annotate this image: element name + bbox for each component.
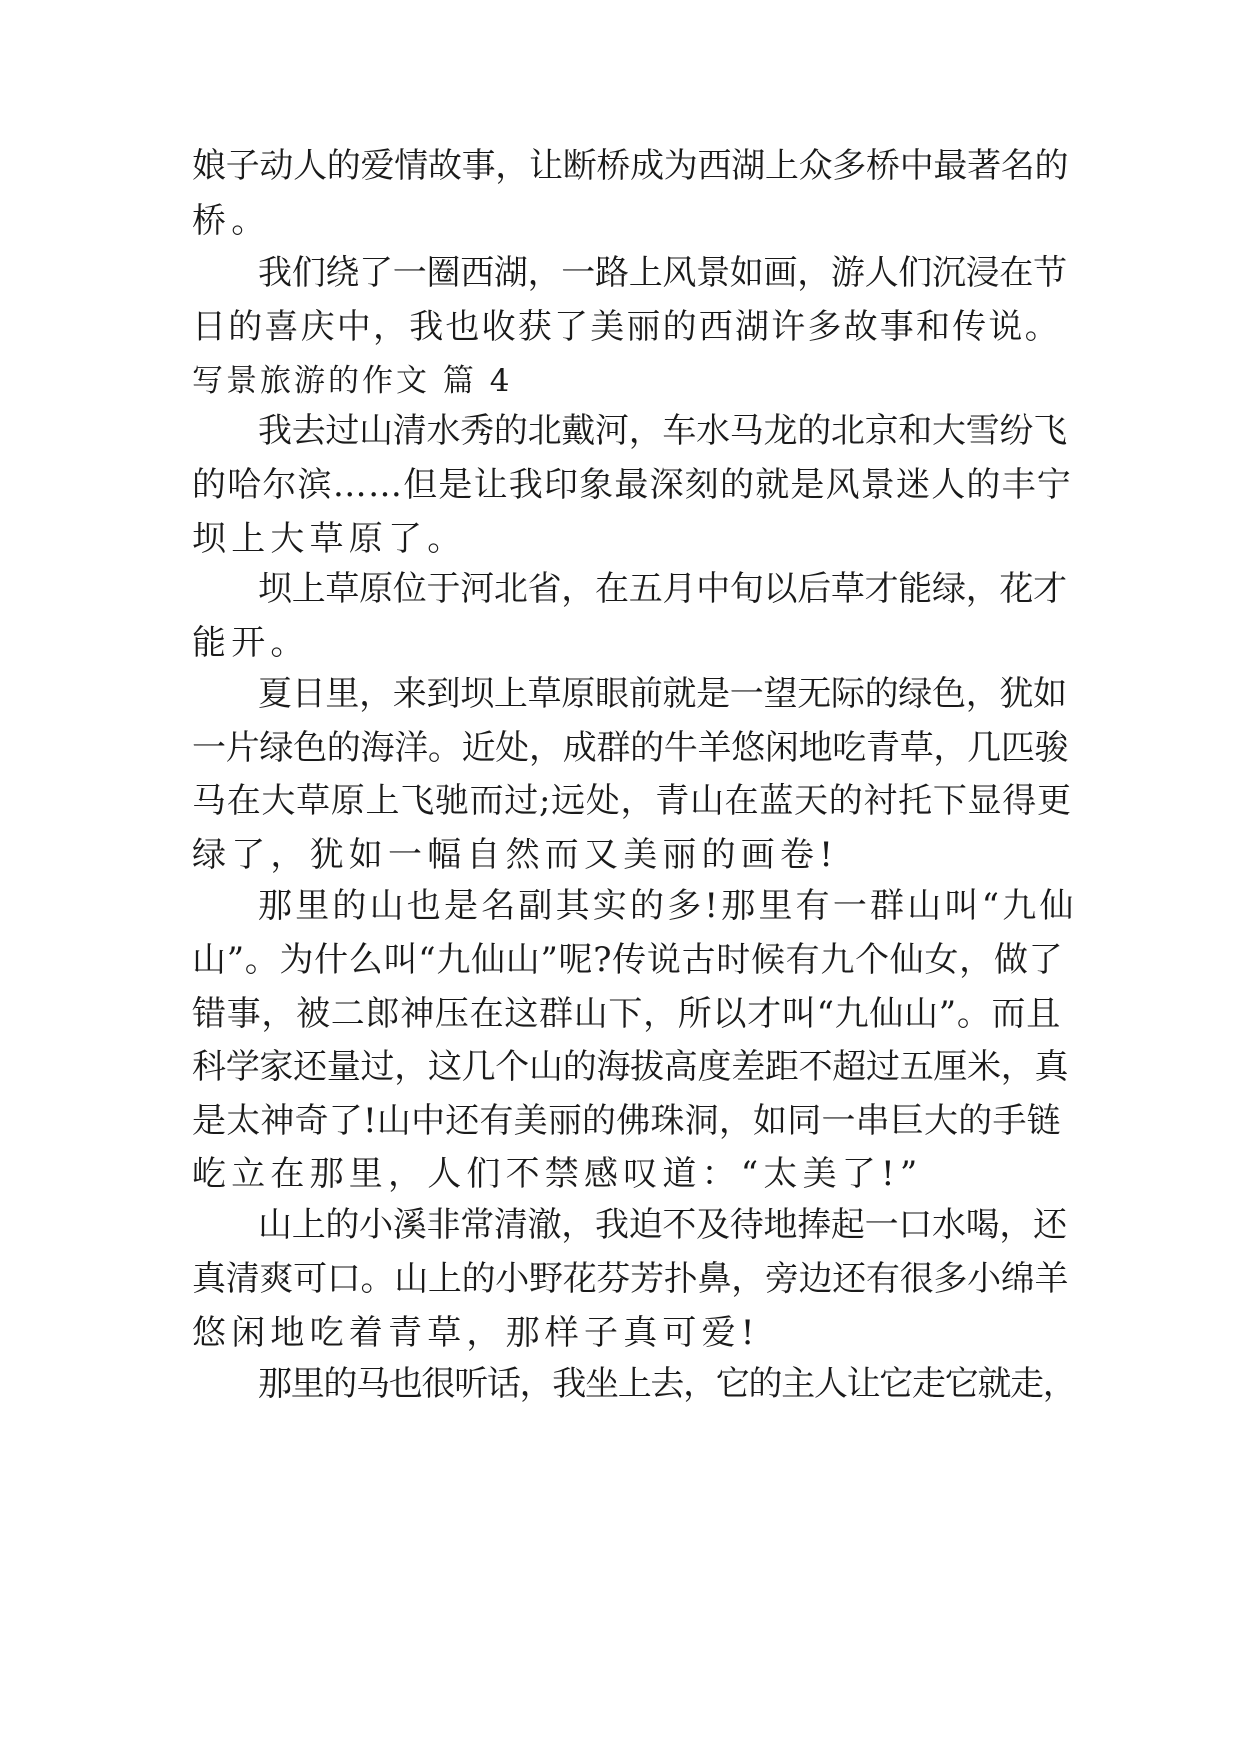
- text-line: 能开。: [192, 623, 310, 663]
- text-line: 桥。: [192, 201, 271, 241]
- paragraph-first-line: 我去过山清水秀的北戴河，车水马龙的北京和大雪纷飞: [258, 411, 1067, 451]
- section-heading: 写景旅游的作文 篇 4: [192, 363, 513, 399]
- text-line: 错事，被二郎神压在这群山下，所以才叫“九仙山”。而且: [192, 994, 1061, 1034]
- text-line: 的哈尔滨……但是让我印象最深刻的就是风景迷人的丰宁: [192, 465, 1072, 505]
- text-line: 真清爽可口。山上的小野花芬芳扑鼻，旁边还有很多小绵羊: [192, 1259, 1069, 1299]
- paragraph-first-line: 坝上草原位于河北省，在五月中旬以后草才能绿，花才: [258, 569, 1067, 609]
- text-line: 山”。为什么叫“九仙山”呢?传说古时候有九个仙女，做了: [192, 940, 1064, 980]
- text-line: 娘子动人的爱情故事，让断桥成为西湖上众多桥中最著名的: [192, 146, 1069, 186]
- text-line: 是太神奇了!山中还有美丽的佛珠洞，如同一串巨大的手链: [192, 1101, 1061, 1141]
- text-line: 绿了，犹如一幅自然而又美丽的画卷!: [192, 835, 839, 875]
- text-line: 悠闲地吃着青草，那样子真可爱!: [192, 1313, 760, 1353]
- paragraph-first-line: 那里的山也是名副其实的多!那里有一群山叫“九仙: [258, 886, 1077, 926]
- paragraph-first-line: 那里的马也很听话，我坐上去，它的主人让它走它就走，: [258, 1364, 1076, 1404]
- text-line: 一片绿色的海洋。近处，成群的牛羊悠闲地吃青草，几匹骏: [192, 728, 1069, 768]
- text-line: 屹立在那里，人们不禁感叹道：“太美了!”: [192, 1154, 923, 1194]
- text-line: 科学家还量过，这几个山的海拔高度差距不超过五厘米，真: [192, 1047, 1069, 1087]
- paragraph-first-line: 我们绕了一圈西湖，一路上风景如画，游人们沉浸在节: [258, 253, 1067, 293]
- text-line: 马在大草原上飞驰而过;远处，青山在蓝天的衬托下显得更: [192, 781, 1072, 821]
- text-line: 日的喜庆中，我也收获了美丽的西湖许多故事和传说。: [192, 307, 1061, 347]
- text-line: 坝上大草原了。: [192, 519, 467, 559]
- paragraph-first-line: 山上的小溪非常清澈，我迫不及待地捧起一口水喝，还: [258, 1205, 1067, 1245]
- paragraph-first-line: 夏日里，来到坝上草原眼前就是一望无际的绿色，犹如: [258, 674, 1067, 714]
